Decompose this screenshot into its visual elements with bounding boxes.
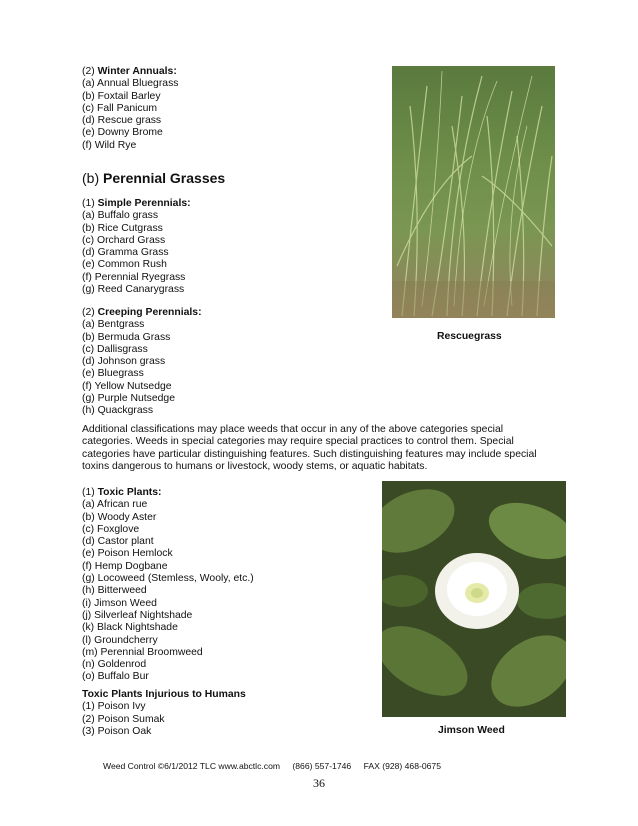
list-item: (h) Bitterweed [82, 585, 147, 597]
simple-perennials-heading: (1) Simple Perennials: [82, 198, 191, 209]
toxic-plants-section [82, 487, 254, 684]
list-item: (c) Fall Panicum [82, 102, 158, 114]
list-item: (g) Locoweed (Stemless, Wooly, etc.) [82, 573, 254, 585]
footer-fax: FAX (928) 468-0675 [363, 761, 441, 771]
list-item: (f) Hemp Dogbane [82, 560, 168, 572]
list-item: Additional classifications may place weeds that occur in any of the above categories special [82, 424, 504, 435]
page-footer [103, 760, 451, 772]
list-item: (b) Woody Aster [82, 511, 157, 523]
list-item: (c) Dallisgrass [82, 343, 148, 355]
list-item: (l) Groundcherry [82, 634, 158, 646]
list-item: (b) Bermuda Grass [82, 331, 171, 343]
list-item: (b) Foxtail Barley [82, 90, 161, 102]
list-item: (g) Reed Canarygrass [82, 284, 185, 296]
list-item: (2) Poison Sumak [82, 713, 165, 725]
list-item: (e) Common Rush [82, 259, 167, 271]
list-item: (d) Castor plant [82, 536, 154, 548]
jimson-weed-photo [382, 481, 566, 717]
list-item: (a) Buffalo grass [82, 210, 159, 222]
toxic-plants-list [82, 499, 254, 683]
list-item: (a) Annual Bluegrass [82, 78, 179, 90]
list-item: (e) Bluegrass [82, 368, 144, 380]
list-item: (k) Black Nightshade [82, 622, 178, 634]
toxic-humans-heading: Toxic Plants Injurious to Humans [82, 689, 246, 700]
list-item: (j) Silverleaf Nightshade [82, 609, 193, 621]
list-item: (g) Purple Nutsedge [82, 393, 175, 405]
grass-blades-illustration [392, 66, 555, 318]
list-item: (i) Jimson Weed [82, 597, 157, 609]
list-item: (e) Poison Hemlock [82, 548, 173, 560]
list-item: (a) Bentgrass [82, 319, 145, 331]
toxic-humans-list [82, 701, 246, 738]
classification-paragraph [82, 424, 542, 473]
simple-perennials-section [82, 198, 191, 296]
list-item: (3) Poison Oak [82, 725, 152, 737]
list-item: (f) Wild Rye [82, 139, 137, 151]
list-item: (o) Buffalo Bur [82, 671, 149, 683]
list-item: (d) Gramma Grass [82, 247, 169, 259]
list-item: (d) Johnson grass [82, 356, 166, 368]
list-item: categories. Weeds in special categories may require special practices to control them. Special [82, 436, 514, 448]
page-number: 36 [313, 776, 325, 790]
toxic-plants-heading: (1) Toxic Plants: [82, 487, 162, 498]
list-item: (f) Perennial Ryegrass [82, 271, 186, 283]
list-item: (h) Quackgrass [82, 405, 154, 417]
rescuegrass-caption: Rescuegrass [437, 331, 502, 342]
winter-annuals-heading: (2) Winter Annuals: [82, 66, 177, 77]
creeping-perennials-list [82, 319, 202, 417]
perennial-grasses-heading: (b) Perennial Grasses [82, 170, 226, 186]
jimson-weed-caption: Jimson Weed [438, 725, 505, 736]
creeping-perennials-heading: (2) Creeping Perennials: [82, 307, 202, 318]
winter-annuals-list [82, 78, 178, 152]
flower-illustration [382, 481, 566, 717]
creeping-perennials-section [82, 307, 202, 418]
list-item: (n) Goldenrod [82, 659, 147, 671]
list-item: (f) Yellow Nutsedge [82, 380, 172, 392]
footer-phone: (866) 557-1746 [292, 761, 352, 771]
list-item: (c) Orchard Grass [82, 234, 166, 246]
toxic-humans-section [82, 689, 246, 738]
list-item: (1) Poison Ivy [82, 701, 146, 713]
list-item: (a) African rue [82, 499, 148, 511]
list-item: (b) Rice Cutgrass [82, 222, 163, 234]
list-item: (c) Foxglove [82, 523, 140, 535]
winter-annuals-section [82, 66, 178, 152]
list-item: (d) Rescue grass [82, 115, 162, 127]
simple-perennials-list [82, 210, 191, 296]
list-item: categories have particular distinguishing features. Such distinguishing features may include special [82, 448, 537, 460]
list-item: (e) Downy Brome [82, 127, 163, 139]
rescuegrass-photo [392, 66, 555, 318]
footer-copyright: Weed Control ©6/1/2012 TLC www.abctlc.com [103, 761, 281, 771]
list-item: toxins dangerous to humans or livestock, woody stems, or aquatic habitats. [82, 460, 428, 472]
list-item: (m) Perennial Broomweed [82, 646, 203, 658]
